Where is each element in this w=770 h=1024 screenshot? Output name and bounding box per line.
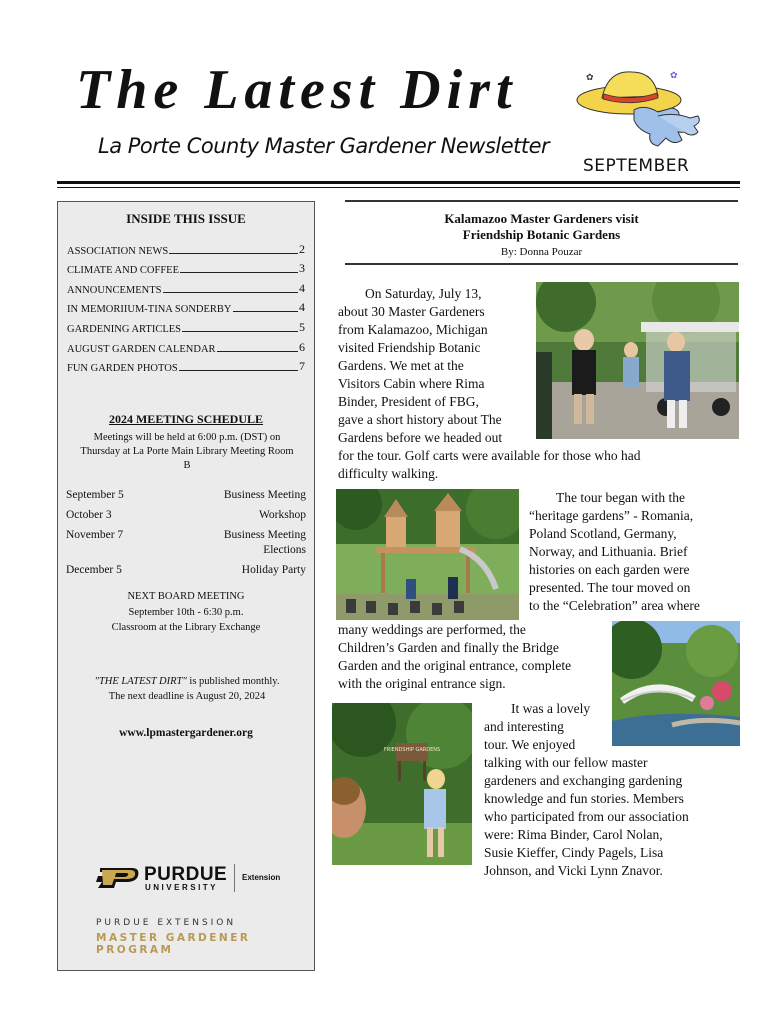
text-line: about 30 Master Gardeners (338, 304, 485, 319)
toc-leader-line (182, 331, 298, 332)
purdue-extension-logo (94, 864, 284, 898)
toc-leader-line (179, 370, 298, 371)
article-paragraph-2-continued (338, 621, 608, 693)
text-line: Johnson, and Vicki Lynn Znavor. (484, 863, 663, 878)
schedule-event: Workshop (259, 509, 306, 521)
text-line: knowledge and fun stories. Members (484, 791, 684, 806)
text-line: Norway, and Lithuania. Brief (529, 544, 688, 559)
text-line: The tour began with the (556, 490, 685, 505)
text-line: Visitors Cabin where Rima (338, 376, 485, 391)
text-line: many weddings are performed, the (338, 622, 526, 637)
toc-item[interactable] (67, 296, 305, 316)
toc-item-label: AUGUST GARDEN CALENDAR (67, 343, 216, 355)
board-meeting-place: Classroom at the Library Exchange (111, 622, 261, 633)
article-paragraph-3-narrow (484, 700, 614, 754)
straw-hat-and-gloves-illustration (574, 60, 704, 152)
text-line: gardeners and exchanging gardening (484, 773, 683, 788)
text-line: Children’s Garden and finally the Bridge (338, 640, 559, 655)
toc-item-label: ASSOCIATION NEWS (67, 245, 169, 257)
article-paragraph-3-wide (484, 754, 740, 880)
entrance-sign-text: FRIENDSHIP GARDENS (383, 747, 441, 753)
article-title (345, 211, 738, 243)
schedule-date: October 3 (66, 509, 112, 521)
text-line: gave a short history about The (338, 412, 502, 427)
toc-item-page: 4 (299, 300, 305, 315)
toc-item-page: 6 (299, 339, 305, 354)
toc-leader-line (180, 272, 298, 273)
program-label-line1: PURDUE EXTENSION (96, 918, 237, 928)
issue-month: SEPTEMBER (583, 156, 690, 176)
publication-name: "THE LATEST DIRT" (94, 676, 187, 687)
purdue-university-wordmark: UNIVERSITY (145, 883, 219, 892)
schedule-row (66, 563, 306, 578)
text-line: difficulty walking. (338, 466, 439, 481)
article-rule-bottom (345, 263, 738, 265)
text-line: visited Friendship Botanic (338, 340, 481, 355)
toc-item-label: ANNOUNCEMENTS (67, 284, 162, 296)
toc-leader-line (163, 292, 299, 293)
toc-item-page: 7 (299, 359, 305, 374)
article-paragraph-1-narrow (338, 285, 538, 447)
toc-item-label: CLIMATE AND COFFEE (67, 265, 180, 277)
toc-heading: INSIDE THIS ISSUE (126, 211, 246, 226)
toc-item[interactable] (67, 257, 305, 277)
svg-text:✿: ✿ (586, 73, 594, 83)
article-title-line: Kalamazoo Master Gardeners visit (444, 211, 639, 226)
schedule-event: Business Meeting (223, 489, 306, 501)
toc-leader-line (217, 351, 298, 352)
toc-item-label: GARDENING ARTICLES (67, 323, 181, 335)
article-paragraph-1-wide (338, 447, 738, 483)
toc-item[interactable] (67, 237, 305, 257)
article-title-line: Friendship Botanic Gardens (462, 227, 621, 242)
article-byline: By: Donna Pouzar (500, 246, 583, 258)
schedule-event: Holiday Party (241, 564, 306, 576)
schedule-date: December 5 (66, 564, 122, 576)
text-line: Susie Kieffer, Cindy Pagels, Lisa (484, 845, 664, 860)
text-line: from Kalamazoo, Michigan (338, 322, 488, 337)
golf-cart-group-photo (536, 282, 739, 439)
text-line: with the original entrance sign. (338, 676, 506, 691)
schedule-row (66, 488, 306, 503)
program-label-line2: MASTER GARDENER PROGRAM (96, 932, 251, 956)
text-line: Garden and the original entrance, complete (338, 658, 572, 673)
toc-item[interactable] (67, 355, 305, 375)
newsletter-subtitle: La Porte County Master Gardener Newsletter (98, 134, 550, 158)
board-meeting-heading: NEXT BOARD MEETING (127, 591, 245, 602)
newsletter-title: The Latest Dirt (76, 59, 518, 121)
text-line: for the tour. Golf carts were available for those who had (338, 448, 641, 463)
toc-item-label: IN MEMORIIUM-TINA SONDERBY (67, 304, 232, 316)
header-rule (57, 181, 740, 184)
purdue-wordmark: PURDUE (144, 864, 228, 885)
website-link[interactable]: www.lpmastergardener.org (119, 727, 253, 739)
toc-leader-line (233, 311, 299, 312)
sidebar-panel (57, 201, 315, 971)
text-line: were: Rima Binder, Carol Nolan, (484, 827, 663, 842)
text-line: “heritage gardens” - Romania, (529, 508, 694, 523)
toc-item-page: 4 (299, 280, 305, 295)
text-line: Poland Scotland, Germany, (529, 526, 677, 541)
toc-item-page: 2 (299, 241, 305, 256)
publication-frequency: is published monthly. (186, 676, 280, 687)
board-meeting-time: September 10th - 6:30 p.m. (128, 607, 244, 618)
table-of-contents (67, 237, 305, 374)
schedule-row (66, 528, 306, 558)
text-line: histories on each garden were (529, 562, 690, 577)
text-line: presented. The tour moved on (529, 580, 691, 595)
extension-wordmark: Extension (242, 873, 281, 882)
toc-item-page: 3 (299, 261, 305, 276)
schedule-row (66, 508, 306, 523)
deadline-note: The next deadline is August 20, 2024 (108, 691, 266, 702)
toc-leader-line (169, 253, 298, 254)
toc-item-label: FUN GARDEN PHOTOS (67, 363, 178, 375)
text-line: Gardens. We met at the (338, 358, 464, 373)
text-line: tour. We enjoyed (484, 737, 576, 752)
original-entrance-sign-photo (332, 703, 472, 865)
schedule-date: September 5 (66, 489, 124, 501)
svg-text:✿: ✿ (670, 71, 678, 81)
text-line: On Saturday, July 13, (365, 286, 482, 301)
toc-item-page: 5 (299, 319, 305, 334)
meeting-schedule-heading: 2024 MEETING SCHEDULE (108, 412, 264, 426)
toc-item[interactable] (67, 335, 305, 355)
meeting-schedule (66, 488, 306, 583)
text-line: It was a lovely (511, 701, 591, 716)
article-rule-top (345, 200, 738, 202)
toc-item[interactable] (67, 315, 305, 335)
article-paragraph-2-narrow (529, 489, 739, 615)
meeting-schedule-note: Meetings will be held at 6:00 p.m. (DST) on Thursday at La Porte Main Library Meeting Room B (80, 432, 294, 471)
text-line: to the “Celebration” area where (529, 598, 700, 613)
purdue-p-mark-icon (94, 866, 140, 890)
header-rule-thin (57, 187, 740, 188)
schedule-date: November 7 (66, 529, 124, 541)
toc-item[interactable] (67, 276, 305, 296)
logo-divider (234, 864, 235, 892)
text-line: and interesting (484, 719, 564, 734)
schedule-event: Business Meeting Elections (223, 529, 306, 556)
text-line: talking with our fellow master (484, 755, 648, 770)
text-line: who participated from our association (484, 809, 689, 824)
childrens-garden-playground-photo (336, 489, 519, 620)
text-line: Gardens before we headed out (338, 430, 503, 445)
bridge-garden-photo (612, 621, 740, 746)
text-line: Binder, President of FBG, (338, 394, 479, 409)
publication-note (78, 674, 296, 704)
